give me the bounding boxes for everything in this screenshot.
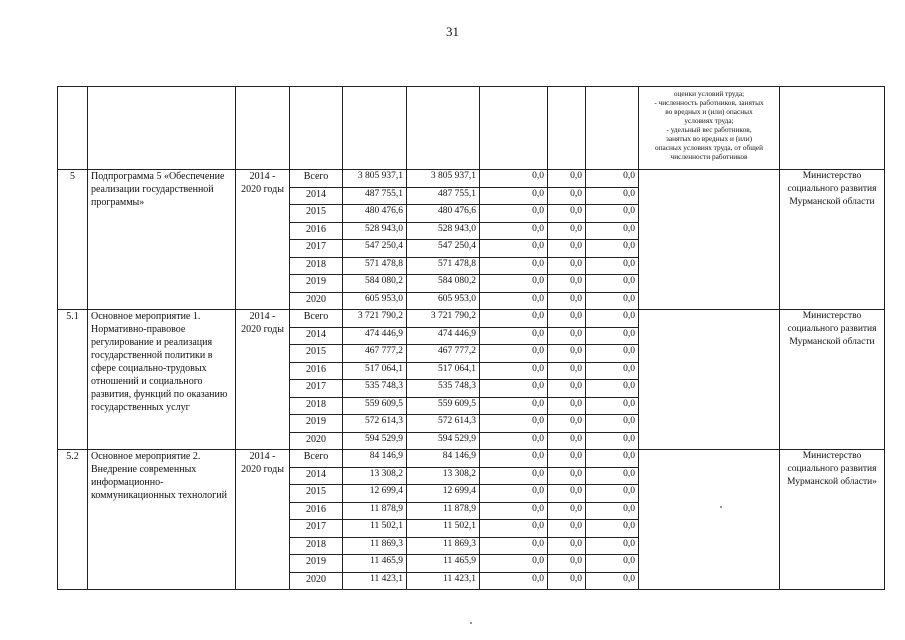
block-name: Основное мероприятие 2. Внедрение современных информационно-коммуникационных технологий bbox=[88, 450, 236, 590]
local-budget-cell: 0,0 bbox=[548, 467, 586, 485]
regional-budget-cell: 528 943,0 bbox=[407, 222, 480, 240]
federal-budget-cell: 0,0 bbox=[480, 170, 548, 188]
regional-budget-cell: 572 614,3 bbox=[407, 415, 480, 433]
year-cell: 2019 bbox=[290, 415, 343, 433]
responsible-executor: Министерство социального развития Мурманской области» bbox=[780, 450, 885, 590]
regional-budget-cell: 3 805 937,1 bbox=[407, 170, 480, 188]
other-sources-cell: 0,0 bbox=[586, 432, 639, 450]
scan-speck bbox=[720, 506, 722, 508]
regional-budget-cell: 487 755,1 bbox=[407, 187, 480, 205]
table-body bbox=[58, 87, 885, 590]
local-budget-cell: 0,0 bbox=[548, 397, 586, 415]
year-cell: 2018 bbox=[290, 537, 343, 555]
block-period: 2014 - 2020 годы bbox=[236, 170, 290, 310]
other-sources-cell: 0,0 bbox=[586, 345, 639, 363]
other-sources-cell: 0,0 bbox=[586, 310, 639, 328]
federal-budget-cell: 0,0 bbox=[480, 467, 548, 485]
total-cell: 84 146,9 bbox=[343, 450, 407, 468]
total-cell: 3 805 937,1 bbox=[343, 170, 407, 188]
federal-budget-cell: 0,0 bbox=[480, 502, 548, 520]
continuation-row bbox=[58, 87, 885, 170]
total-cell: 594 529,9 bbox=[343, 432, 407, 450]
local-budget-cell: 0,0 bbox=[548, 432, 586, 450]
regional-budget-cell: 3 721 790,2 bbox=[407, 310, 480, 328]
block-period: 2014 - 2020 годы bbox=[236, 310, 290, 450]
cell-empty bbox=[236, 87, 290, 170]
year-cell: 2014 bbox=[290, 467, 343, 485]
local-budget-cell: 0,0 bbox=[548, 450, 586, 468]
total-cell: 13 308,2 bbox=[343, 467, 407, 485]
page-number: 31 bbox=[446, 24, 459, 39]
federal-budget-cell: 0,0 bbox=[480, 397, 548, 415]
year-cell: 2020 bbox=[290, 432, 343, 450]
regional-budget-cell: 13 308,2 bbox=[407, 467, 480, 485]
scan-speck bbox=[470, 622, 472, 624]
cell-empty bbox=[480, 87, 548, 170]
federal-budget-cell: 0,0 bbox=[480, 432, 548, 450]
year-cell: Всего bbox=[290, 310, 343, 328]
local-budget-cell: 0,0 bbox=[548, 362, 586, 380]
total-cell: 11 423,1 bbox=[343, 572, 407, 590]
regional-budget-cell: 571 478,8 bbox=[407, 257, 480, 275]
cell-empty bbox=[290, 87, 343, 170]
cell-empty bbox=[586, 87, 639, 170]
total-cell: 3 721 790,2 bbox=[343, 310, 407, 328]
year-cell: 2014 bbox=[290, 327, 343, 345]
federal-budget-cell: 0,0 bbox=[480, 362, 548, 380]
total-cell: 535 748,3 bbox=[343, 380, 407, 398]
year-cell: 2017 bbox=[290, 520, 343, 538]
total-cell: 11 869,3 bbox=[343, 537, 407, 555]
local-budget-cell: 0,0 bbox=[548, 222, 586, 240]
regional-budget-cell: 480 476,6 bbox=[407, 205, 480, 223]
responsible-executor: Министерство социального развития Мурманской области bbox=[780, 170, 885, 310]
year-cell: 2018 bbox=[290, 397, 343, 415]
total-cell: 11 502,1 bbox=[343, 520, 407, 538]
other-sources-cell: 0,0 bbox=[586, 380, 639, 398]
regional-budget-cell: 11 878,9 bbox=[407, 502, 480, 520]
local-budget-cell: 0,0 bbox=[548, 380, 586, 398]
indicators-cell-empty bbox=[639, 310, 780, 450]
local-budget-cell: 0,0 bbox=[548, 292, 586, 310]
local-budget-cell: 0,0 bbox=[548, 275, 586, 293]
regional-budget-cell: 474 446,9 bbox=[407, 327, 480, 345]
federal-budget-cell: 0,0 bbox=[480, 240, 548, 258]
indicator-line: условиях труда; bbox=[684, 116, 734, 125]
block-index: 5.2 bbox=[58, 450, 88, 590]
indicators-cell-empty bbox=[639, 170, 780, 310]
table-row bbox=[58, 170, 885, 188]
regional-budget-cell: 84 146,9 bbox=[407, 450, 480, 468]
other-sources-cell: 0,0 bbox=[586, 205, 639, 223]
federal-budget-cell: 0,0 bbox=[480, 292, 548, 310]
year-cell: 2015 bbox=[290, 205, 343, 223]
regional-budget-cell: 594 529,9 bbox=[407, 432, 480, 450]
other-sources-cell: 0,0 bbox=[586, 222, 639, 240]
other-sources-cell: 0,0 bbox=[586, 292, 639, 310]
block-name: Основное мероприятие 1. Нормативно-правовое регулирование и реализация государственной политики в сфере социально-трудовых отношений и социального развития, функций по оказанию государственных услуг bbox=[88, 310, 236, 450]
year-cell: 2020 bbox=[290, 292, 343, 310]
indicators-cell-empty bbox=[639, 450, 780, 590]
other-sources-cell: 0,0 bbox=[586, 170, 639, 188]
federal-budget-cell: 0,0 bbox=[480, 555, 548, 573]
year-cell: 2020 bbox=[290, 572, 343, 590]
other-sources-cell: 0,0 bbox=[586, 327, 639, 345]
year-cell: 2017 bbox=[290, 240, 343, 258]
other-sources-cell: 0,0 bbox=[586, 257, 639, 275]
total-cell: 517 064,1 bbox=[343, 362, 407, 380]
indicator-line: занятых во вредных и (или) bbox=[665, 134, 753, 143]
year-cell: 2016 bbox=[290, 502, 343, 520]
indicator-line: - численность работников, занятых bbox=[654, 98, 764, 107]
other-sources-cell: 0,0 bbox=[586, 485, 639, 503]
local-budget-cell: 0,0 bbox=[548, 485, 586, 503]
indicator-line: во вредных и (или) опасных bbox=[665, 107, 753, 116]
total-cell: 11 465,9 bbox=[343, 555, 407, 573]
other-sources-cell: 0,0 bbox=[586, 450, 639, 468]
year-cell: 2018 bbox=[290, 257, 343, 275]
local-budget-cell: 0,0 bbox=[548, 240, 586, 258]
other-sources-cell: 0,0 bbox=[586, 572, 639, 590]
other-sources-cell: 0,0 bbox=[586, 397, 639, 415]
program-financing-table bbox=[57, 86, 885, 590]
local-budget-cell: 0,0 bbox=[548, 502, 586, 520]
year-cell: 2016 bbox=[290, 362, 343, 380]
cell-empty bbox=[343, 87, 407, 170]
regional-budget-cell: 517 064,1 bbox=[407, 362, 480, 380]
regional-budget-cell: 547 250,4 bbox=[407, 240, 480, 258]
indicator-line: численности работников bbox=[670, 152, 748, 161]
total-cell: 528 943,0 bbox=[343, 222, 407, 240]
year-cell: Всего bbox=[290, 170, 343, 188]
local-budget-cell: 0,0 bbox=[548, 415, 586, 433]
regional-budget-cell: 535 748,3 bbox=[407, 380, 480, 398]
federal-budget-cell: 0,0 bbox=[480, 275, 548, 293]
local-budget-cell: 0,0 bbox=[548, 537, 586, 555]
federal-budget-cell: 0,0 bbox=[480, 415, 548, 433]
total-cell: 571 478,8 bbox=[343, 257, 407, 275]
total-cell: 572 614,3 bbox=[343, 415, 407, 433]
local-budget-cell: 0,0 bbox=[548, 310, 586, 328]
indicator-line: опасных условиях труда, от общей bbox=[655, 143, 763, 152]
total-cell: 467 777,2 bbox=[343, 345, 407, 363]
regional-budget-cell: 11 869,3 bbox=[407, 537, 480, 555]
regional-budget-cell: 605 953,0 bbox=[407, 292, 480, 310]
year-cell: 2019 bbox=[290, 555, 343, 573]
year-cell: 2014 bbox=[290, 187, 343, 205]
federal-budget-cell: 0,0 bbox=[480, 520, 548, 538]
year-cell: 2015 bbox=[290, 485, 343, 503]
year-cell: 2017 bbox=[290, 380, 343, 398]
cell-empty bbox=[548, 87, 586, 170]
federal-budget-cell: 0,0 bbox=[480, 380, 548, 398]
other-sources-cell: 0,0 bbox=[586, 362, 639, 380]
local-budget-cell: 0,0 bbox=[548, 520, 586, 538]
local-budget-cell: 0,0 bbox=[548, 205, 586, 223]
block-index: 5.1 bbox=[58, 310, 88, 450]
total-cell: 11 878,9 bbox=[343, 502, 407, 520]
block-name: Подпрограмма 5 «Обеспечение реализации государственной программы» bbox=[88, 170, 236, 310]
regional-budget-cell: 12 699,4 bbox=[407, 485, 480, 503]
cell-empty bbox=[407, 87, 480, 170]
local-budget-cell: 0,0 bbox=[548, 187, 586, 205]
local-budget-cell: 0,0 bbox=[548, 327, 586, 345]
year-cell: 2019 bbox=[290, 275, 343, 293]
federal-budget-cell: 0,0 bbox=[480, 222, 548, 240]
federal-budget-cell: 0,0 bbox=[480, 310, 548, 328]
table-row bbox=[58, 310, 885, 328]
total-cell: 12 699,4 bbox=[343, 485, 407, 503]
local-budget-cell: 0,0 bbox=[548, 555, 586, 573]
other-sources-cell: 0,0 bbox=[586, 555, 639, 573]
responsible-executor: Министерство социального развития Мурманской области bbox=[780, 310, 885, 450]
total-cell: 584 080,2 bbox=[343, 275, 407, 293]
federal-budget-cell: 0,0 bbox=[480, 257, 548, 275]
federal-budget-cell: 0,0 bbox=[480, 327, 548, 345]
total-cell: 547 250,4 bbox=[343, 240, 407, 258]
federal-budget-cell: 0,0 bbox=[480, 537, 548, 555]
other-sources-cell: 0,0 bbox=[586, 240, 639, 258]
regional-budget-cell: 584 080,2 bbox=[407, 275, 480, 293]
other-sources-cell: 0,0 bbox=[586, 502, 639, 520]
cell-empty bbox=[58, 87, 88, 170]
indicators-text bbox=[642, 87, 776, 161]
indicator-line: - удельный вес работников, bbox=[666, 125, 752, 134]
local-budget-cell: 0,0 bbox=[548, 170, 586, 188]
regional-budget-cell: 11 502,1 bbox=[407, 520, 480, 538]
other-sources-cell: 0,0 bbox=[586, 275, 639, 293]
local-budget-cell: 0,0 bbox=[548, 572, 586, 590]
block-period: 2014 - 2020 годы bbox=[236, 450, 290, 590]
other-sources-cell: 0,0 bbox=[586, 520, 639, 538]
table-row bbox=[58, 450, 885, 468]
total-cell: 480 476,6 bbox=[343, 205, 407, 223]
regional-budget-cell: 11 423,1 bbox=[407, 572, 480, 590]
block-index: 5 bbox=[58, 170, 88, 310]
federal-budget-cell: 0,0 bbox=[480, 205, 548, 223]
cell-empty bbox=[780, 87, 885, 170]
federal-budget-cell: 0,0 bbox=[480, 450, 548, 468]
total-cell: 487 755,1 bbox=[343, 187, 407, 205]
year-cell: 2016 bbox=[290, 222, 343, 240]
other-sources-cell: 0,0 bbox=[586, 467, 639, 485]
federal-budget-cell: 0,0 bbox=[480, 572, 548, 590]
regional-budget-cell: 11 465,9 bbox=[407, 555, 480, 573]
regional-budget-cell: 467 777,2 bbox=[407, 345, 480, 363]
cell-empty bbox=[88, 87, 236, 170]
federal-budget-cell: 0,0 bbox=[480, 485, 548, 503]
other-sources-cell: 0,0 bbox=[586, 187, 639, 205]
indicators-cell bbox=[639, 87, 780, 170]
other-sources-cell: 0,0 bbox=[586, 537, 639, 555]
other-sources-cell: 0,0 bbox=[586, 415, 639, 433]
year-cell: 2015 bbox=[290, 345, 343, 363]
indicator-line: оценки условий труда; bbox=[673, 89, 745, 98]
federal-budget-cell: 0,0 bbox=[480, 345, 548, 363]
local-budget-cell: 0,0 bbox=[548, 345, 586, 363]
year-cell: Всего bbox=[290, 450, 343, 468]
total-cell: 474 446,9 bbox=[343, 327, 407, 345]
regional-budget-cell: 559 609,5 bbox=[407, 397, 480, 415]
local-budget-cell: 0,0 bbox=[548, 257, 586, 275]
total-cell: 605 953,0 bbox=[343, 292, 407, 310]
federal-budget-cell: 0,0 bbox=[480, 187, 548, 205]
total-cell: 559 609,5 bbox=[343, 397, 407, 415]
